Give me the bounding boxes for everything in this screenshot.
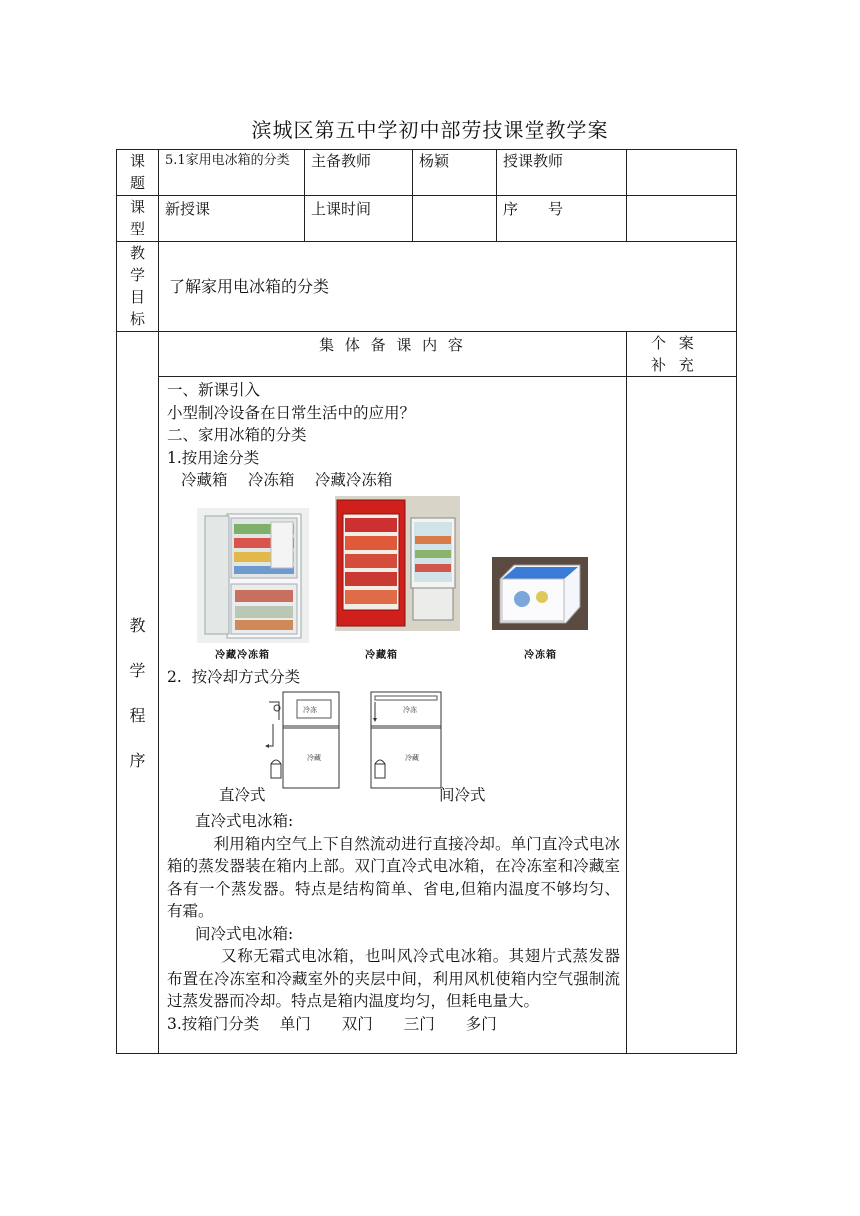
fridge-freezer-caption: 冷冻箱 bbox=[524, 649, 557, 661]
time-value bbox=[413, 196, 497, 242]
lead-teacher-value: 杨颖 bbox=[413, 150, 497, 196]
indirect-cooling-label: 间冷式 bbox=[439, 786, 486, 804]
fridge-cooler-image bbox=[335, 496, 460, 631]
direct-cooling-title: 直冷式电冰箱: bbox=[195, 812, 294, 830]
type-value: 新授课 bbox=[159, 196, 305, 242]
fridge-freezer-image bbox=[492, 557, 588, 630]
serial-value bbox=[627, 196, 737, 242]
fridge-combo-caption: 冷藏冷冻箱 bbox=[215, 649, 270, 661]
page-title: 滨城区第五中学初中部劳技课堂教学案 bbox=[251, 118, 609, 142]
procedure-content bbox=[159, 377, 627, 1054]
teaching-teacher-label: 授课教师 bbox=[497, 150, 627, 196]
lead-teacher-label: 主备教师 bbox=[305, 150, 413, 196]
fridge-photos bbox=[167, 496, 620, 666]
type-label: 课型 bbox=[117, 196, 159, 242]
objective-text: 了解家用电冰箱的分类 bbox=[159, 242, 737, 332]
svg-text:冷藏: 冷藏 bbox=[405, 754, 419, 762]
direct-cooling-label: 直冷式 bbox=[219, 786, 266, 804]
indirect-cooling-text: 又称无霜式电冰箱，也叫风冷式电冰箱。其翅片式蒸发器布置在冷冻室和冷藏室外的夹层中间，利用风机使箱内空气强制流过蒸发器而冷却。特点是箱内温度均匀，但耗电量大。 bbox=[167, 947, 620, 1010]
group-prep-header: 集 体 备 课 内 容 bbox=[159, 332, 627, 377]
cooling-diagrams bbox=[167, 690, 620, 804]
section-intro: 一、新课引入 bbox=[167, 381, 261, 399]
svg-text:冷冻: 冷冻 bbox=[403, 706, 417, 714]
lesson-plan-table bbox=[116, 149, 737, 1054]
teaching-teacher-value bbox=[627, 150, 737, 196]
by-door-heading: 3.按箱门分类 单门 双门 三门 多门 bbox=[167, 1014, 497, 1033]
personal-supplement-cell bbox=[627, 377, 737, 1054]
time-label: 上课时间 bbox=[305, 196, 413, 242]
indirect-cooling-diagram bbox=[365, 690, 445, 790]
by-use-items: 冷藏箱 冷冻箱 冷藏冷冻箱 bbox=[181, 471, 393, 489]
direct-cooling-diagram bbox=[259, 690, 349, 790]
indirect-cooling-title: 间冷式电冰箱: bbox=[195, 924, 294, 943]
serial-label: 序 号 bbox=[497, 196, 627, 242]
topic-value: 5.1家用电冰箱的分类 bbox=[159, 150, 305, 196]
direct-cooling-text: 利用箱内空气上下自然流动进行直接冷却。单门直冷式电冰箱的蒸发器装在箱内上部。双门直冷式电冰箱，在冷冻室和冷藏室各有一个蒸发器。特点是结构简单、省电,但箱内温度不够均匀、有霜。 bbox=[167, 834, 620, 920]
topic-label: 课题 bbox=[117, 150, 159, 196]
fridge-combo-image bbox=[197, 508, 309, 643]
personal-supplement-header: 个 案 补 充 bbox=[627, 332, 737, 377]
procedure-label: 教学程序 bbox=[117, 332, 159, 1054]
svg-text:冷冻: 冷冻 bbox=[303, 706, 317, 714]
objective-label: 教学目标 bbox=[117, 242, 159, 332]
fridge-cooler-caption: 冷藏箱 bbox=[365, 649, 398, 661]
section-classification: 二、家用冰箱的分类 bbox=[167, 426, 307, 444]
intro-question: 小型制冷设备在日常生活中的应用？ bbox=[167, 403, 416, 422]
by-cooling-heading: 2. 按冷却方式分类 bbox=[167, 667, 301, 686]
by-use-heading: 1.按用途分类 bbox=[167, 448, 260, 467]
svg-text:冷藏: 冷藏 bbox=[307, 754, 321, 762]
